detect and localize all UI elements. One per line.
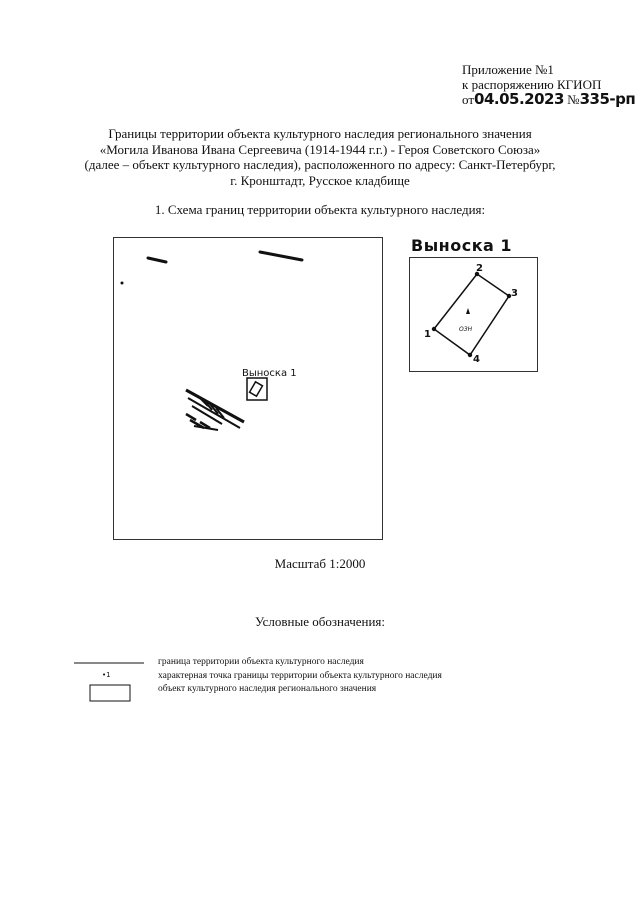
section-heading: 1. Схема границ территории объекта культурного наследия: — [154, 202, 486, 217]
legend-text-object: объект культурного наследия регионального значения — [158, 684, 377, 694]
map-streak-right — [260, 252, 302, 260]
map-dot — [121, 282, 124, 285]
title-line3: (далее – объект культурного наследия), расположенного по адресу: Санкт-Петербург, — [84, 157, 556, 172]
inset-point-1 — [432, 327, 436, 331]
legend-text-boundary: граница территории объекта культурного наследия — [158, 657, 364, 667]
appendix-line1: Приложение №1 — [462, 62, 554, 77]
inset-point-label-4: 4 — [473, 354, 480, 365]
appendix-number-sign: № — [567, 92, 580, 107]
document-title — [70, 126, 570, 188]
map-streak-left — [148, 258, 166, 262]
inset-point-label-1: 1 — [424, 329, 431, 340]
inset-callout-map — [409, 257, 538, 372]
legend-point-symbol-label: •1 — [102, 671, 111, 679]
map-hatched-area — [186, 390, 244, 430]
map-scale: Масштаб 1:2000 — [274, 556, 366, 571]
legend-text-point: характерная точка границы территории объекта культурного наследия — [158, 671, 442, 681]
title-line1: Границы территории объекта культурного наследия регионального значения — [108, 126, 532, 141]
inset-object-marker — [466, 308, 470, 314]
legend-point-symbol — [74, 671, 146, 684]
legend-item-object — [74, 684, 634, 697]
main-callout-object — [250, 382, 263, 396]
inset-point-label-2: 2 — [476, 263, 483, 274]
main-scheme-map — [113, 237, 383, 540]
appendix-date: 04.05.2023 — [474, 90, 564, 108]
title-line2: «Могила Иванова Ивана Сергеевича (1914-1944 г.г.) - Героя Советского Союза» — [99, 141, 541, 157]
inset-title: Выноска 1 — [411, 236, 513, 255]
legend-rect-symbol — [74, 684, 146, 704]
inset-object-label: ОЗН — [459, 326, 473, 333]
appendix-header — [462, 62, 636, 108]
legend-item-point — [74, 671, 634, 684]
main-callout-label: Выноска 1 — [242, 368, 297, 379]
appendix-line2: к распоряжению КГИОП — [462, 77, 602, 92]
appendix-line3 — [462, 90, 636, 108]
inset-point-label-3: 3 — [511, 288, 518, 299]
appendix-prefix: от — [462, 92, 475, 107]
inset-point-4 — [468, 353, 472, 357]
legend-title: Условные обозначения: — [254, 614, 386, 629]
main-map-drawing — [114, 238, 382, 539]
legend-line-symbol — [74, 657, 146, 670]
appendix-number: 335-рп — [579, 90, 636, 108]
inset-drawing — [410, 258, 537, 371]
legend-item-boundary — [74, 657, 634, 670]
title-line4: г. Кронштадт, Русское кладбище — [230, 172, 410, 188]
inset-boundary — [434, 274, 509, 355]
